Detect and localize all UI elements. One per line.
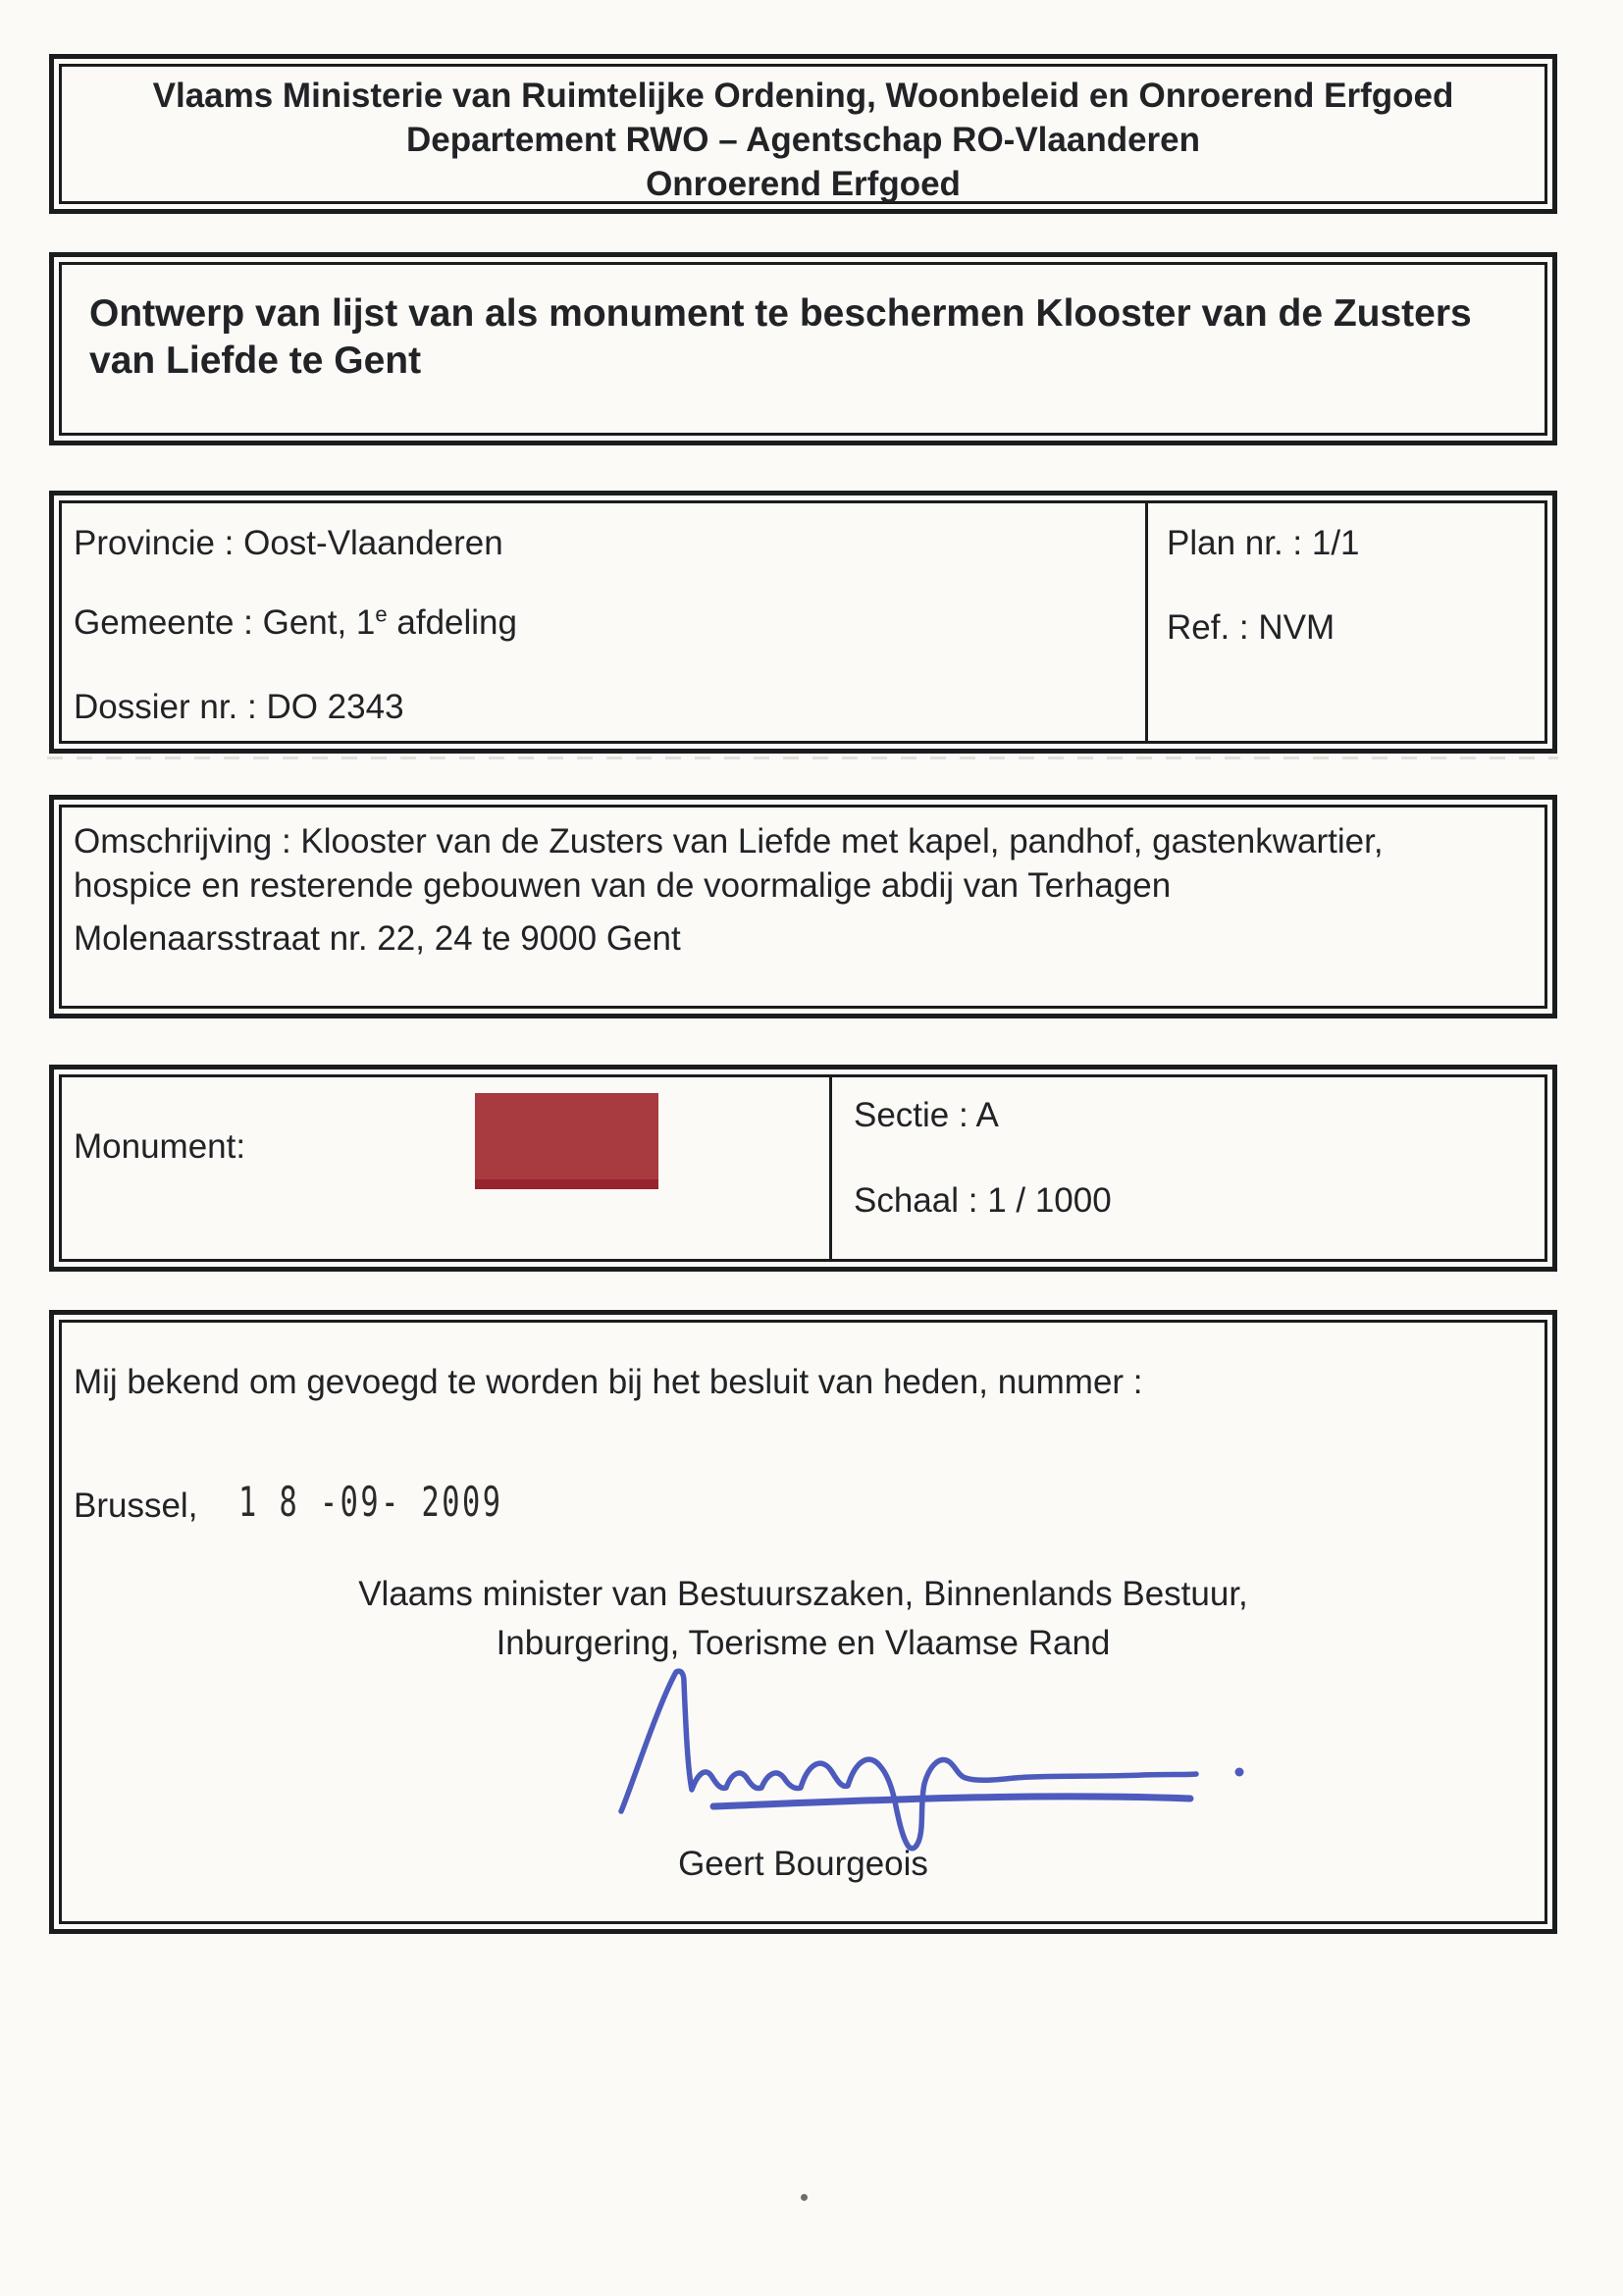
address-line: Molenaarsstraat nr. 22, 24 te 9000 Gent bbox=[74, 919, 681, 958]
place-label: Brussel, bbox=[74, 1487, 198, 1525]
date-stamp: 1 8 -09- 2009 bbox=[238, 1478, 503, 1526]
signature-box bbox=[49, 1310, 1557, 1934]
ref-field: Ref. : NVM bbox=[1167, 608, 1335, 647]
description-line-1: Omschrijving : Klooster van de Zusters van Liefde met kapel, pandhof, gastenkwartier, bbox=[74, 822, 1384, 861]
dossier-field: Dossier nr. : DO 2343 bbox=[74, 688, 404, 726]
schaal-field: Schaal : 1 / 1000 bbox=[854, 1181, 1112, 1220]
scan-artifact-dot bbox=[801, 2194, 808, 2201]
provincie-field: Provincie : Oost-Vlaanderen bbox=[74, 524, 503, 562]
signature-stroke bbox=[621, 1671, 1196, 1849]
monument-color-swatch bbox=[475, 1093, 658, 1189]
plan-nr-field: Plan nr. : 1/1 bbox=[1167, 524, 1360, 562]
scan-artifact-line bbox=[47, 757, 1558, 759]
page-title bbox=[62, 265, 1544, 385]
signature-ink-dot bbox=[1235, 1768, 1244, 1777]
details-column-divider bbox=[1145, 503, 1148, 741]
signature-intro: Mij bekend om gevoegd te worden bij het besluit van heden, nummer : bbox=[74, 1363, 1143, 1401]
gemeente-field bbox=[74, 600, 517, 645]
sectie-field: Sectie : A bbox=[854, 1096, 999, 1134]
title-line-1: Ontwerp van lijst van als monument te beschermen Klooster van de Zusters bbox=[89, 292, 1472, 335]
minister-title-line-1: Vlaams minister van Bestuurszaken, Binnenlands Bestuur, bbox=[358, 1575, 1248, 1613]
gemeente-text: Gemeente : Gent, 1 bbox=[74, 603, 376, 642]
department-line: Departement RWO – Agentschap RO-Vlaanderen bbox=[405, 121, 1201, 159]
ministry-name-line: Vlaams Ministerie van Ruimtelijke Ordening, Woonbeleid en Onroerend Erfgoed bbox=[152, 77, 1454, 115]
agency-line: Onroerend Erfgoed bbox=[646, 165, 961, 203]
document-title-box bbox=[49, 252, 1557, 445]
gemeente-superscript: e bbox=[375, 601, 388, 627]
monument-label: Monument: bbox=[74, 1127, 246, 1166]
description-line-2: hospice en resterende gebouwen van de voormalige abdij van Terhagen bbox=[74, 866, 1172, 905]
description-box bbox=[49, 795, 1557, 1018]
signer-name: Geert Bourgeois bbox=[678, 1845, 928, 1883]
legend-column-divider bbox=[829, 1077, 832, 1259]
details-box bbox=[49, 491, 1557, 754]
ministry-header-box bbox=[49, 54, 1557, 214]
signature-underline bbox=[713, 1797, 1190, 1806]
place-date-row bbox=[74, 1478, 561, 1528]
minister-title-line-2: Inburgering, Toerisme en Vlaamse Rand bbox=[496, 1624, 1111, 1662]
legend-box bbox=[49, 1065, 1557, 1272]
gemeente-suffix: afdeling bbox=[387, 603, 517, 642]
title-line-2: van Liefde te Gent bbox=[89, 339, 422, 382]
